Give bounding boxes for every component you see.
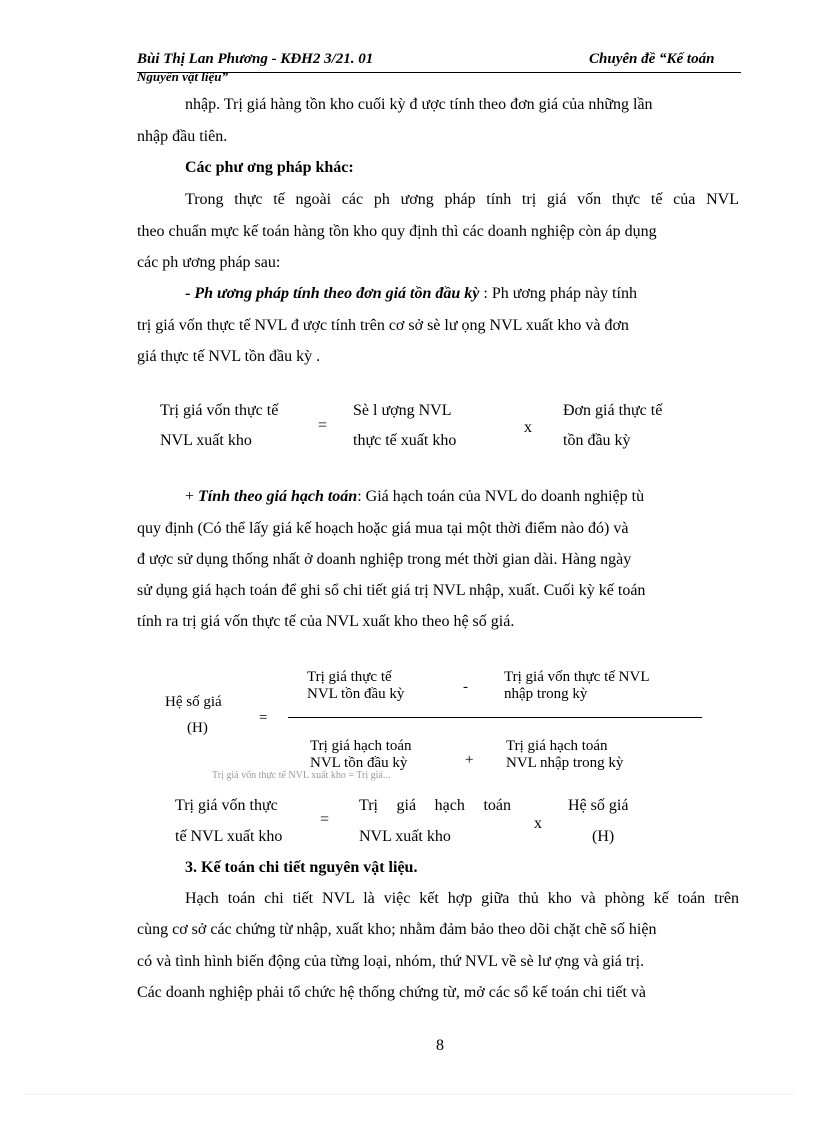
header-author: Bùi Thị Lan Phương - KĐH2 3/21. 01 [137, 51, 374, 67]
method2-rest: : Giá hạch toán của NVL do doanh nghiệp tù [357, 488, 645, 505]
paragraph-line: Trong thực tế ngoài các ph ương pháp tính trị giá vốn thực tế của NVL [185, 191, 739, 208]
subheading-other-methods: Các phư ơng pháp khác: [185, 159, 354, 176]
faint-overlapped-text: Trị giá vốn thực tế NVL xuất kho = Trị giá... [212, 770, 391, 781]
paragraph-line: giá thực tế NVL tồn đầu kỳ . [137, 348, 321, 365]
formula2-den-b-line2: NVL nhập trong kỳ [506, 755, 624, 771]
formula2-plus: + [465, 752, 474, 768]
formula3-rhs-line2: (H) [592, 828, 615, 845]
formula1-times: x [524, 419, 532, 436]
paragraph-line: đ ược sử dụng thống nhất ở doanh nghiệp trong mét thời gian dài. Hàng ngày [137, 551, 632, 568]
formula2-lhs-line1: Hệ số giá [165, 694, 222, 710]
formula3-mid-line2: NVL xuất kho [359, 828, 451, 845]
formula1-rhs-line1: Đơn giá thực tế [563, 402, 663, 419]
formula2-equals: = [259, 710, 268, 726]
formula2-den-b-line1: Trị giá hạch toán [506, 738, 608, 754]
method2-title: Tính theo giá hạch toán [198, 488, 358, 505]
formula2-num-b-line1: Trị giá vốn thực tế NVL [504, 669, 650, 685]
paragraph-line: tính ra trị giá vốn thực tế của NVL xuất kho theo hệ số giá. [137, 613, 515, 630]
formula1-mid-line1: Sè l ượng NVL [353, 402, 452, 419]
method1-rest: : Ph ương pháp này tính [479, 285, 637, 302]
paragraph-line: quy định (Có thể lấy giá kế hoạch hoặc giá mua tại một thời điểm nào đó) và [137, 520, 629, 537]
paragraph-line: nhập. Trị giá hàng tồn kho cuối kỳ đ ược tính theo đơn giá của những lần [185, 96, 653, 113]
method1-title: Ph ương pháp tính theo đơn giá tồn đầu kỳ [194, 285, 480, 302]
paragraph-line: sử dụng giá hạch toán để ghi sổ chi tiết giá trị NVL nhập, xuất. Cuối kỳ kế toán [137, 582, 646, 599]
formula2-lhs-line2: (H) [187, 720, 208, 736]
paragraph-line: Các doanh nghiệp phải tổ chức hệ thống chứng từ, mở các sổ kế toán chi tiết và [137, 984, 646, 1001]
method2-prefix: + [185, 488, 199, 505]
method1-line [185, 286, 637, 302]
paragraph-line: nhập đầu tiên. [137, 128, 228, 145]
paragraph-line: cùng cơ sở các chứng từ nhập, xuất kho; nhằm đảm bảo theo dõi chặt chẽ số hiện [137, 921, 657, 938]
formula3-rhs-line1: Hệ số giá [568, 797, 629, 814]
formula3-times: x [534, 815, 542, 832]
header-topic: Chuyên đề “Kế toán [589, 51, 715, 67]
formula2-num-b-line2: nhập trong kỳ [504, 686, 588, 702]
paragraph-line: Hạch toán chi tiết NVL là việc kết hợp giữa thủ kho và phòng kế toán trên [185, 890, 739, 907]
paragraph-line: theo chuẩn mực kế toán hàng tồn kho quy định thì các doanh nghiệp còn áp dụng [137, 223, 657, 240]
formula1-mid-line2: thực tế xuất kho [353, 432, 457, 449]
formula1-equals: = [318, 417, 328, 434]
formula3-lhs-line2: tế NVL xuất kho [175, 828, 283, 845]
method2-line [185, 489, 644, 505]
header-topic-continued: Nguyên vật liệu” [137, 69, 228, 84]
formula2-minus: - [463, 679, 468, 695]
page-number: 8 [436, 1037, 444, 1054]
formula1-lhs-line2: NVL xuất kho [160, 432, 252, 449]
paragraph-line: trị giá vốn thực tế NVL đ ược tính trên cơ sở sè lư ọng NVL xuất kho và đơn [137, 317, 629, 334]
formula1-lhs-line1: Trị giá vốn thực tế [160, 402, 279, 419]
formula1-rhs-line2: tồn đầu kỳ [563, 432, 631, 449]
page-bottom-edge [24, 1094, 794, 1095]
formula3-lhs-line1: Trị giá vốn thực [175, 797, 278, 814]
fraction-bar [288, 717, 702, 718]
formula2-den-a-line1: Trị giá hạch toán [310, 738, 412, 754]
section-heading: 3. Kế toán chi tiết nguyên vật liệu. [185, 859, 418, 876]
formula2-num-a-line1: Trị giá thực tế [307, 669, 392, 685]
paragraph-line: có và tình hình biến động của từng loại, nhóm, thứ NVL về sè lư ợng và giá trị. [137, 953, 645, 970]
formula3-equals: = [320, 811, 330, 828]
formula3-mid-line1: Trị giá hạch toán [359, 797, 511, 814]
formula2-den-a-line2: NVL tồn đầu kỳ [310, 755, 408, 771]
paragraph-line: các ph ương pháp sau: [137, 254, 281, 271]
formula2-num-a-line2: NVL tồn đầu kỳ [307, 686, 405, 702]
method1-prefix: - [185, 285, 195, 302]
